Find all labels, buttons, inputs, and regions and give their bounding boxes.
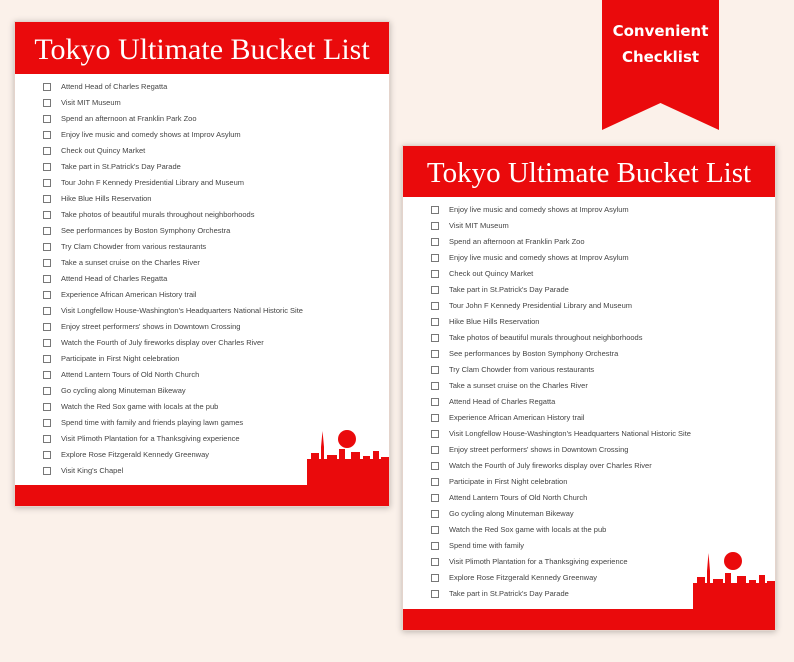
checkbox[interactable] — [43, 147, 51, 155]
checklist-item — [403, 234, 775, 250]
checkbox[interactable] — [431, 558, 439, 566]
checkbox[interactable] — [431, 478, 439, 486]
checklist-item-label: Spend time with family and friends playing lawn games — [61, 418, 244, 427]
checklist-item-label: Spend an afternoon at Franklin Park Zoo — [449, 237, 585, 246]
checklist-item-label: Visit Longfellow House-Washington's Headquarters National Historic Site — [449, 429, 691, 438]
checkbox[interactable] — [43, 467, 51, 475]
checkbox[interactable] — [43, 355, 51, 363]
checkbox[interactable] — [43, 227, 51, 235]
checklist-item-label: Take photos of beautiful murals throughout neighborhoods — [61, 210, 255, 219]
checkbox[interactable] — [431, 542, 439, 550]
checklist-item-label: Take part in St.Patrick's Day Parade — [449, 589, 569, 598]
checklist-item-label: Take a sunset cruise on the Charles River — [61, 258, 200, 267]
checkbox[interactable] — [431, 590, 439, 598]
checklist-item — [403, 330, 775, 346]
checklist-item — [15, 159, 389, 175]
checklist-item-label: Participate in First Night celebration — [61, 354, 180, 363]
checklist-item — [15, 383, 389, 399]
checklist-item — [403, 474, 775, 490]
checkbox[interactable] — [431, 254, 439, 262]
tokyo-skyline-icon — [307, 425, 389, 485]
checklist-item-label: Try Clam Chowder from various restaurants — [61, 242, 207, 251]
checklist-item — [15, 351, 389, 367]
checklist-item — [15, 79, 389, 95]
checklist-item-label: Tour John F Kennedy Presidential Library and Museum — [449, 301, 633, 310]
checklist-item-label: See performances by Boston Symphony Orchestra — [449, 349, 619, 358]
sheet-title: Tokyo Ultimate Bucket List — [15, 22, 389, 74]
checklist-item-label: Visit King's Chapel — [61, 466, 124, 475]
checklist-item — [403, 218, 775, 234]
tokyo-skyline-icon — [693, 547, 775, 609]
checklist-item-label: Take a sunset cruise on the Charles River — [449, 381, 588, 390]
sheet-title: Tokyo Ultimate Bucket List — [403, 146, 775, 197]
checklist-item — [403, 346, 775, 362]
checklist-item-label: Enjoy live music and comedy shows at Improv Asylum — [61, 130, 241, 139]
checkbox[interactable] — [431, 398, 439, 406]
checklist-item — [15, 223, 389, 239]
checklist-item — [403, 426, 775, 442]
checkbox[interactable] — [431, 510, 439, 518]
checkbox[interactable] — [431, 222, 439, 230]
checkbox[interactable] — [431, 318, 439, 326]
checkbox[interactable] — [431, 462, 439, 470]
checkbox[interactable] — [431, 302, 439, 310]
checklist-item-label: Attend Head of Charles Regatta — [61, 82, 168, 91]
checklist-item-label: Visit Plimoth Plantation for a Thanksgiving experience — [449, 557, 628, 566]
checklist-item — [403, 298, 775, 314]
checkbox[interactable] — [43, 387, 51, 395]
checklist-item-label: Enjoy live music and comedy shows at Improv Asylum — [449, 253, 629, 262]
checklist-item — [403, 442, 775, 458]
checklist-item-label: Visit Longfellow House-Washington's Headquarters National Historic Site — [61, 306, 303, 315]
checkbox[interactable] — [43, 163, 51, 171]
checklist-sheet-right — [402, 145, 776, 631]
checklist-item-label: Hike Blue Hills Reservation — [449, 317, 540, 326]
checklist-item-label: Take part in St.Patrick's Day Parade — [61, 162, 181, 171]
checklist-item — [403, 410, 775, 426]
checklist-item-label: Try Clam Chowder from various restaurants — [449, 365, 595, 374]
checklist-item — [15, 271, 389, 287]
checklist-item-label: Attend Lantern Tours of Old North Church — [61, 370, 200, 379]
checklist-item — [15, 111, 389, 127]
checklist-item-label: Participate in First Night celebration — [449, 477, 568, 486]
checkbox[interactable] — [431, 430, 439, 438]
checklist-left — [15, 79, 389, 479]
checkbox[interactable] — [43, 211, 51, 219]
checkbox[interactable] — [431, 574, 439, 582]
checkbox[interactable] — [431, 270, 439, 278]
checkbox[interactable] — [43, 243, 51, 251]
checklist-item — [15, 175, 389, 191]
checklist-item-label: Visit MIT Museum — [61, 98, 121, 107]
checkbox[interactable] — [431, 286, 439, 294]
checkbox[interactable] — [431, 494, 439, 502]
checkbox[interactable] — [43, 291, 51, 299]
checklist-item — [15, 287, 389, 303]
checklist-item-label: Attend Head of Charles Regatta — [449, 397, 556, 406]
checklist-item — [403, 266, 775, 282]
checklist-item — [15, 239, 389, 255]
checklist-item — [403, 458, 775, 474]
checklist-item-label: Enjoy street performers' shows in Downtown Crossing — [61, 322, 241, 331]
checklist-item-label: Watch the Red Sox game with locals at the pub — [449, 525, 607, 534]
checklist-item-label: Visit MIT Museum — [449, 221, 509, 230]
checkbox[interactable] — [431, 526, 439, 534]
ribbon-text — [602, 18, 719, 70]
checkbox[interactable] — [43, 451, 51, 459]
checklist-item — [403, 314, 775, 330]
checklist-item — [15, 95, 389, 111]
checkbox[interactable] — [431, 414, 439, 422]
checkbox[interactable] — [43, 99, 51, 107]
checkbox[interactable] — [43, 403, 51, 411]
checkbox[interactable] — [431, 382, 439, 390]
checkbox[interactable] — [43, 83, 51, 91]
ribbon-line-2: Checklist — [621, 48, 700, 66]
checklist-item-label: Go cycling along Minuteman Bikeway — [449, 509, 574, 518]
checklist-sheet-left — [14, 21, 390, 507]
checkbox[interactable] — [431, 206, 439, 214]
checklist-item-label: Take part in St.Patrick's Day Parade — [449, 285, 569, 294]
checklist-item-label: Spend time with family — [449, 541, 525, 550]
checkbox[interactable] — [431, 366, 439, 374]
checklist-item — [15, 191, 389, 207]
ribbon-line-1: Convenient — [612, 22, 709, 40]
checklist-item-label: Attend Lantern Tours of Old North Church — [449, 493, 588, 502]
checklist-item — [15, 143, 389, 159]
checklist-item — [403, 394, 775, 410]
sheet-footer-bar — [15, 485, 389, 506]
checklist-item — [15, 127, 389, 143]
checklist-item-label: Watch the Fourth of July fireworks display over Charles River — [449, 461, 652, 470]
checkbox[interactable] — [43, 195, 51, 203]
checklist-item — [403, 490, 775, 506]
checklist-item — [403, 282, 775, 298]
checklist-item — [403, 378, 775, 394]
checklist-item-label: Explore Rose Fitzgerald Kennedy Greenway — [449, 573, 597, 582]
checklist-item — [403, 202, 775, 218]
checkbox[interactable] — [43, 131, 51, 139]
checklist-item — [15, 367, 389, 383]
checklist-item-label: Explore Rose Fitzgerald Kennedy Greenway — [61, 450, 209, 459]
checklist-item-label: Visit Plimoth Plantation for a Thanksgiving experience — [61, 434, 240, 443]
checklist-item-label: Tour John F Kennedy Presidential Library and Museum — [61, 178, 245, 187]
checklist-item-label: Experience African American History trail — [449, 413, 585, 422]
checklist-item — [15, 255, 389, 271]
sheet-footer-bar — [403, 609, 775, 630]
checkbox[interactable] — [43, 307, 51, 315]
checkbox[interactable] — [43, 435, 51, 443]
checklist-item-label: Enjoy street performers' shows in Downtown Crossing — [449, 445, 629, 454]
convenient-checklist-ribbon — [602, 0, 719, 130]
checklist-item-label: Enjoy live music and comedy shows at Improv Asylum — [449, 205, 629, 214]
checkbox[interactable] — [43, 259, 51, 267]
checklist-item — [403, 506, 775, 522]
checklist-right — [403, 202, 775, 602]
checklist-item — [403, 250, 775, 266]
checklist-item — [15, 335, 389, 351]
checklist-item — [15, 207, 389, 223]
checklist-item-label: Watch the Red Sox game with locals at the pub — [61, 402, 219, 411]
checklist-item-label: Go cycling along Minuteman Bikeway — [61, 386, 186, 395]
checkbox[interactable] — [431, 238, 439, 246]
checkbox[interactable] — [43, 275, 51, 283]
checklist-item — [403, 362, 775, 378]
checklist-item-label: Experience African American History trail — [61, 290, 197, 299]
checklist-item-label: Check out Quincy Market — [61, 146, 146, 155]
checklist-item — [15, 303, 389, 319]
checklist-item — [15, 399, 389, 415]
checkbox[interactable] — [43, 419, 51, 427]
checklist-item — [15, 319, 389, 335]
checkbox[interactable] — [43, 371, 51, 379]
checklist-item-label: See performances by Boston Symphony Orchestra — [61, 226, 231, 235]
checkbox[interactable] — [43, 323, 51, 331]
checkbox[interactable] — [431, 446, 439, 454]
checklist-item-label: Hike Blue Hills Reservation — [61, 194, 152, 203]
checklist-item-label: Spend an afternoon at Franklin Park Zoo — [61, 114, 197, 123]
checkbox[interactable] — [43, 179, 51, 187]
checkbox[interactable] — [43, 339, 51, 347]
checkbox[interactable] — [43, 115, 51, 123]
checklist-item-label: Watch the Fourth of July fireworks display over Charles River — [61, 338, 264, 347]
checklist-item-label: Attend Head of Charles Regatta — [61, 274, 168, 283]
checklist-item-label: Take photos of beautiful murals throughout neighborhoods — [449, 333, 643, 342]
checkbox[interactable] — [431, 334, 439, 342]
checkbox[interactable] — [431, 350, 439, 358]
checklist-item — [403, 522, 775, 538]
checklist-item-label: Check out Quincy Market — [449, 269, 534, 278]
